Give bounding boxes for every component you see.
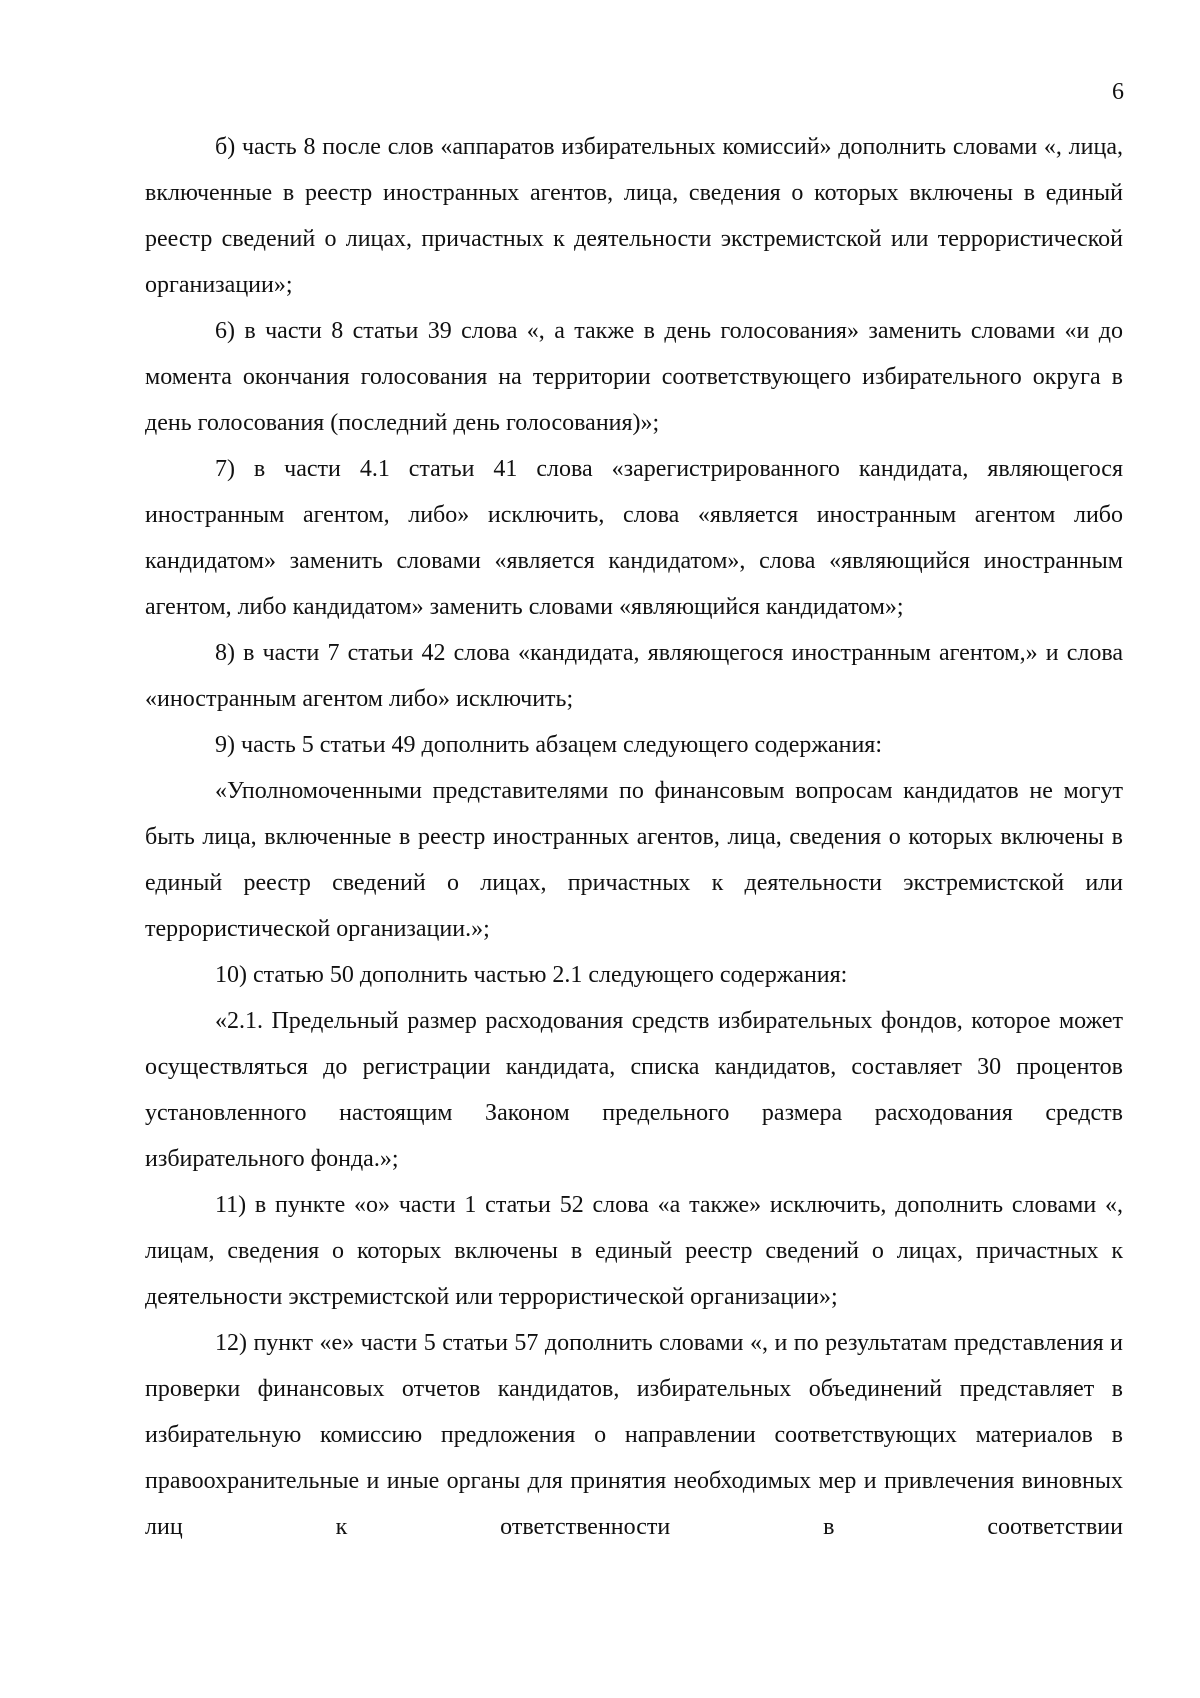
paragraph-item-9-quote: «Уполномоченными представителями по финансовым вопросам кандидатов не могут быть лица, включенные в реестр иностранных агентов, лица, сведения о которых включены в единый реестр сведений о лицах, причастных к деятельности экстремистской или террористической организации.»; — [145, 778, 1123, 942]
paragraph-item-10-quote: «2.1. Предельный размер расходования средств избирательных фондов, которое может осуществляться до регистрации кандидата, списка кандидатов, составляет 30 процентов установленного настоящим Законом предельного размера расходования средств избирательного фонда.»; — [145, 1008, 1123, 1172]
paragraph-item-11: 11) в пункте «о» части 1 статьи 52 слова «а также» исключить, дополнить словами «, лицам, сведения о которых включены в единый реестр сведений о лицах, причастных к деятельности экстремистской или террористической организации»; — [145, 1192, 1123, 1310]
paragraph-item-b: б) часть 8 после слов «аппаратов избирательных комиссий» дополнить словами «, лица, включенные в реестр иностранных агентов, лица, сведения о которых включены в единый реестр сведений о лицах, причастных к деятельности экстремистской или террористической организации»; — [145, 134, 1123, 298]
paragraph-item-9: 9) часть 5 статьи 49 дополнить абзацем следующего содержания: — [215, 732, 882, 758]
paragraph-item-7: 7) в части 4.1 статьи 41 слова «зарегистрированного кандидата, являющегося иностранным агентом, либо» исключить, слова «является иностранным агентом либо кандидатом» заменить словами «является кандидатом», слова «являющийся иностранным агентом, либо кандидатом» заменить словами «являющийся кандидатом»; — [145, 456, 1123, 620]
paragraph-item-8: 8) в части 7 статьи 42 слова «кандидата, являющегося иностранным агентом,» и слова «иностранным агентом либо» исключить; — [145, 640, 1123, 712]
paragraph-item-6: 6) в части 8 статьи 39 слова «, а также в день голосования» заменить словами «и до момента окончания голосования на территории соответствующего избирательного округа в день голосования (последний день голосования)»; — [145, 318, 1123, 436]
page-number: 6 — [1112, 79, 1124, 105]
paragraph-item-12: 12) пункт «е» части 5 статьи 57 дополнить словами «, и по результатам представления и проверки финансовых отчетов кандидатов, избирательных объединений представляет в избирательную комиссию предложения о направлении соответствующих материалов в правоохранительные и иные органы для принятия необходимых мер и привлечения виновных лиц к ответственности в соответствии — [145, 1330, 1123, 1540]
paragraph-item-10: 10) статью 50 дополнить частью 2.1 следующего содержания: — [215, 962, 848, 988]
document-body — [145, 124, 1123, 1550]
